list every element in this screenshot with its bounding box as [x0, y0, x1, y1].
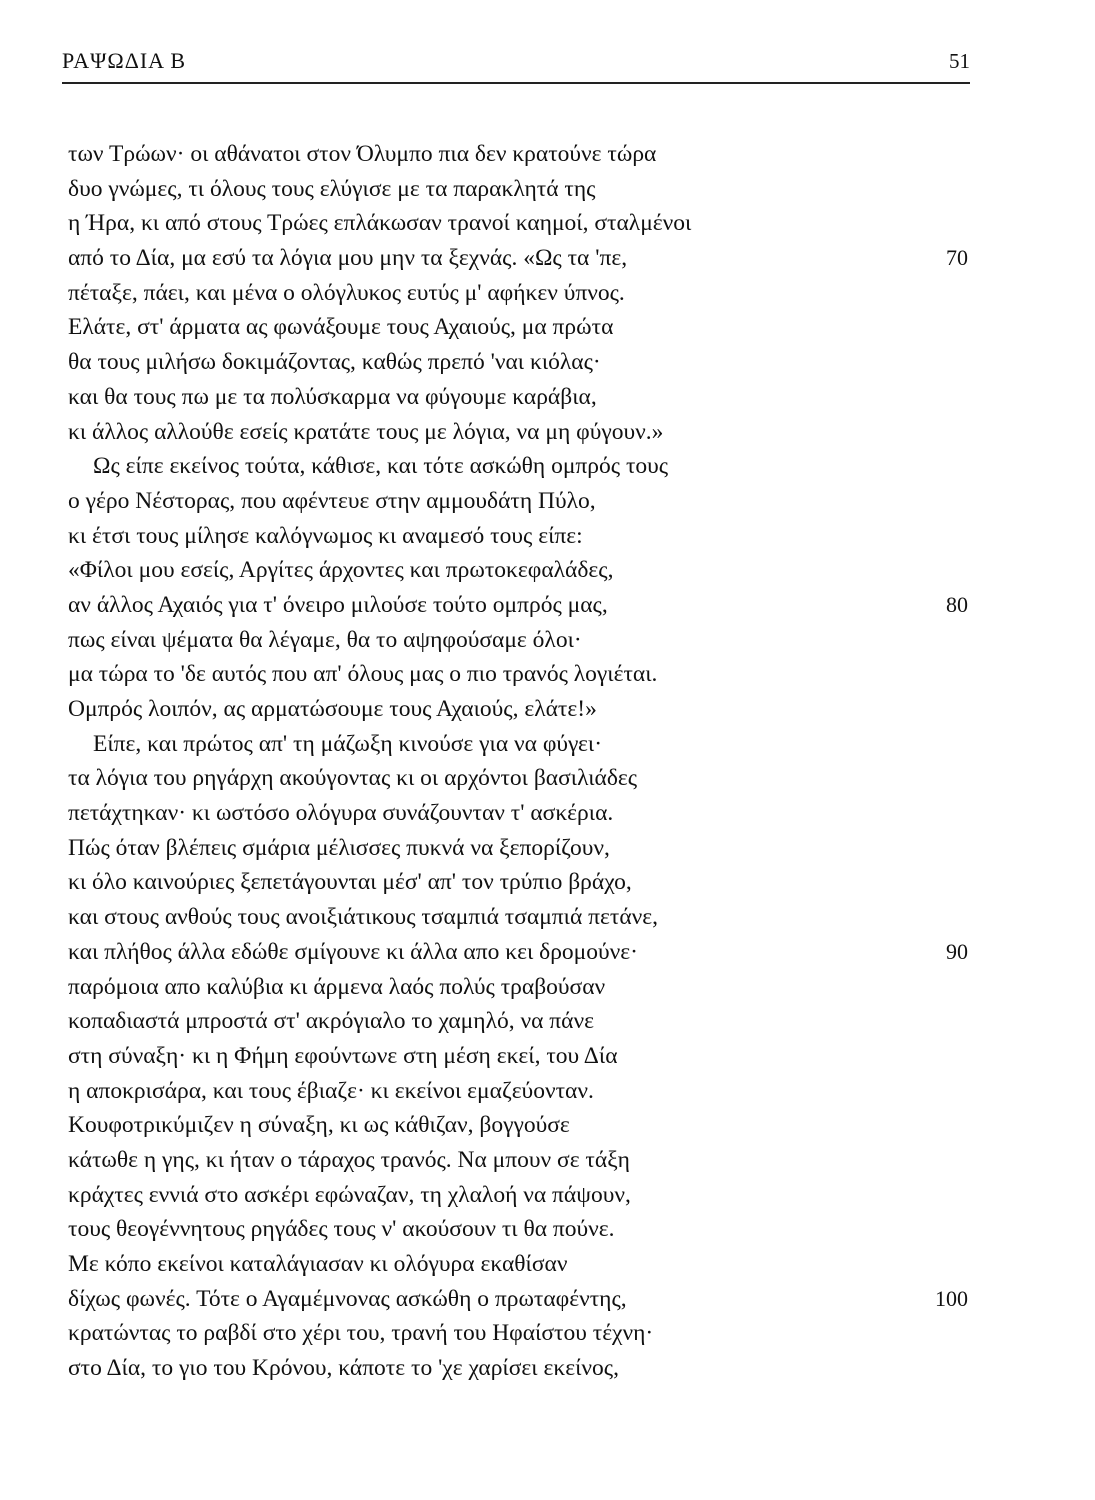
verse-line-text: από το Δία, μα εσύ τα λόγια μου μην τα ξεχνάς. «Ως τα 'πε,	[68, 245, 628, 272]
verse-line-text: Είπε, και πρώτος απ' τη μάζωξη κινούσε για να φύγει·	[93, 730, 603, 757]
verse-line	[68, 970, 968, 1005]
verse-line	[68, 519, 968, 554]
verse-line	[68, 1178, 968, 1213]
verse-line-text: θα τους μιλήσω δοκιμάζοντας, καθώς πρεπό 'ναι κιόλας·	[68, 349, 601, 376]
verse-line	[68, 380, 968, 415]
verse-line	[68, 623, 968, 658]
verse-line	[68, 1316, 968, 1351]
verse-line-text: ο γέρο Νέστορας, που αφέντευε στην αμμουδάτη Πύλο,	[68, 487, 596, 514]
verse-line	[68, 206, 968, 241]
verse-line	[68, 1282, 968, 1317]
verse-line-text: πέταξε, πάει, και μένα ο ολόγλυκος ευτύς μ' αφήκεν ύπνος.	[68, 279, 625, 306]
verse-line	[68, 1004, 968, 1039]
page-number: 51	[949, 49, 970, 73]
verse-line-text: κι άλλος αλλούθε εσείς κρατάτε τους με λόγια, να μη φύγουν.»	[68, 418, 664, 445]
verse-line-text: και πλήθος άλλα εδώθε σμίγουνε κι άλλα απο κει δρομούνε·	[68, 938, 638, 965]
verse-line	[68, 137, 968, 172]
verse-line	[68, 831, 968, 866]
line-number: 100	[935, 1285, 968, 1311]
verse-line-text: πως είναι ψέματα θα λέγαμε, θα το αψηφούσαμε όλοι·	[68, 626, 582, 653]
verse-line-text: τα λόγια του ρηγάρχη ακούγοντας κι οι αρχόντοι βασιλιάδες	[68, 765, 638, 792]
verse-line	[68, 657, 968, 692]
verse-line-text: Ελάτε, στ' άρματα ας φωνάξουμε τους Αχαιούς, μα πρώτα	[68, 314, 614, 341]
verse-line-text: κι έτσι τους μίλησε καλόγνωμος κι αναμεσό τους είπε:	[68, 522, 583, 549]
verse-line	[68, 1247, 968, 1282]
line-number: 70	[946, 245, 968, 271]
verse-line-text: δυο γνώμες, τι όλους τους ελύγισε με τα παρακλητά της	[68, 175, 596, 202]
page-header	[62, 48, 970, 78]
verse-line	[68, 727, 968, 762]
verse-line	[68, 1351, 968, 1386]
verse-line	[68, 865, 968, 900]
verse-line	[68, 415, 968, 450]
verse-line	[68, 1074, 968, 1109]
verse-line-text: τους θεογέννητους ρηγάδες τους ν' ακούσουν τι θα πούνε.	[68, 1216, 615, 1243]
line-number: 80	[946, 591, 968, 617]
verse-line	[68, 1108, 968, 1143]
verse-line	[68, 449, 968, 484]
verse-line	[68, 588, 968, 623]
verse-line-text: Ομπρός λοιπόν, ας αρματώσουμε τους Αχαιούς, ελάτε!»	[68, 696, 597, 722]
verse-line	[68, 172, 968, 207]
verse-line	[68, 1212, 968, 1247]
verse-line-text: δίχως φωνές. Τότε ο Αγαμέμνονας ασκώθη ο πρωταφέντης,	[68, 1285, 627, 1312]
verse-line-text: κρατώντας το ραβδί στο χέρι του, τρανή του Ηφαίστου τέχνη·	[68, 1320, 654, 1347]
verse-line-text: στη σύναξη· κι η Φήμη εφούντωνε στη μέση εκεί, του Δία	[68, 1042, 618, 1069]
verse-line	[68, 692, 968, 727]
verse-line	[68, 900, 968, 935]
verse-line-text: «Φίλοι μου εσείς, Αργίτες άρχοντες και πρωτοκεφαλάδες,	[68, 557, 614, 584]
verse-line-text: μα τώρα το 'δε αυτός που απ' όλους μας ο πιο τρανός λογιέται.	[68, 661, 658, 688]
verse-line	[68, 241, 968, 276]
line-number: 90	[946, 938, 968, 964]
verse-line-text: η αποκρισάρα, και τους έβιαζε· κι εκείνοι εμαζεύονταν.	[68, 1077, 594, 1104]
verse-line-text: Ως είπε εκείνος τούτα, κάθισε, και τότε ασκώθη ομπρός τους	[93, 453, 669, 480]
verse-line	[68, 796, 968, 831]
verse-line-text: κοπαδιαστά μπροστά στ' ακρόγιαλο το χαμηλό, να πάνε	[68, 1008, 594, 1035]
header-rule	[62, 82, 970, 84]
verse-line	[68, 484, 968, 519]
verse-line	[68, 553, 968, 588]
verse-line-text: κράχτες εννιά στο ασκέρι εφώναζαν, τη χλαλοή να πάψουν,	[68, 1181, 631, 1208]
verse-line-text: αν άλλος Αχαιός για τ' όνειρο μιλούσε τούτο ομπρός μας,	[68, 591, 608, 618]
verse-line	[68, 310, 968, 345]
verse-line	[68, 935, 968, 970]
verse-line-text: Κουφοτρικύμιζεν η σύναξη, κι ως κάθιζαν, βογγούσε	[68, 1112, 570, 1139]
verse-line-text: των Τρώων· οι αθάνατοι στον Όλυμπο πια δεν κρατούνε τώρα	[68, 141, 657, 167]
verse-line	[68, 761, 968, 796]
verse-line	[68, 345, 968, 380]
verse-line-text: η Ήρα, κι από στους Τρώες επλάκωσαν τρανοί καημοί, σταλμένοι	[68, 210, 692, 237]
verse-line-text: κι όλο καινούριες ξεπετάγουνται μέσ' απ' τον τρύπιο βράχο,	[68, 869, 632, 896]
verse-line-text: κάτωθε η γης, κι ήταν ο τάραχος τρανός. Να μπουν σε τάξη	[68, 1146, 630, 1173]
verse-line-text: και στους ανθούς τους ανοιξιάτικους τσαμπιά τσαμπιά πετάνε,	[68, 904, 659, 931]
verse-body	[68, 137, 968, 1386]
verse-line-text: και θα τους πω με τα πολύσκαρμα να φύγουμε καράβια,	[68, 383, 597, 410]
verse-line-text: Με κόπο εκείνοι καταλάγιασαν κι ολόγυρα εκαθίσαν	[68, 1251, 568, 1277]
verse-line	[68, 1143, 968, 1178]
verse-line-text: παρόμοια απο καλύβια κι άρμενα λαός πολύς τραβούσαν	[68, 973, 606, 1000]
verse-line-text: πετάχτηκαν· κι ωστόσο ολόγυρα συνάζουνταν τ' ασκέρια.	[68, 800, 614, 827]
verse-line	[68, 1039, 968, 1074]
verse-line-text: στο Δία, το γιο του Κρόνου, κάποτε το 'χε χαρίσει εκείνος,	[68, 1355, 619, 1382]
running-title: ΡΑΨΩΔΙΑ Β	[62, 48, 187, 73]
verse-line-text: Πώς όταν βλέπεις σμάρια μέλισσες πυκνά να ξεπορίζουν,	[68, 834, 610, 861]
verse-line	[68, 276, 968, 311]
